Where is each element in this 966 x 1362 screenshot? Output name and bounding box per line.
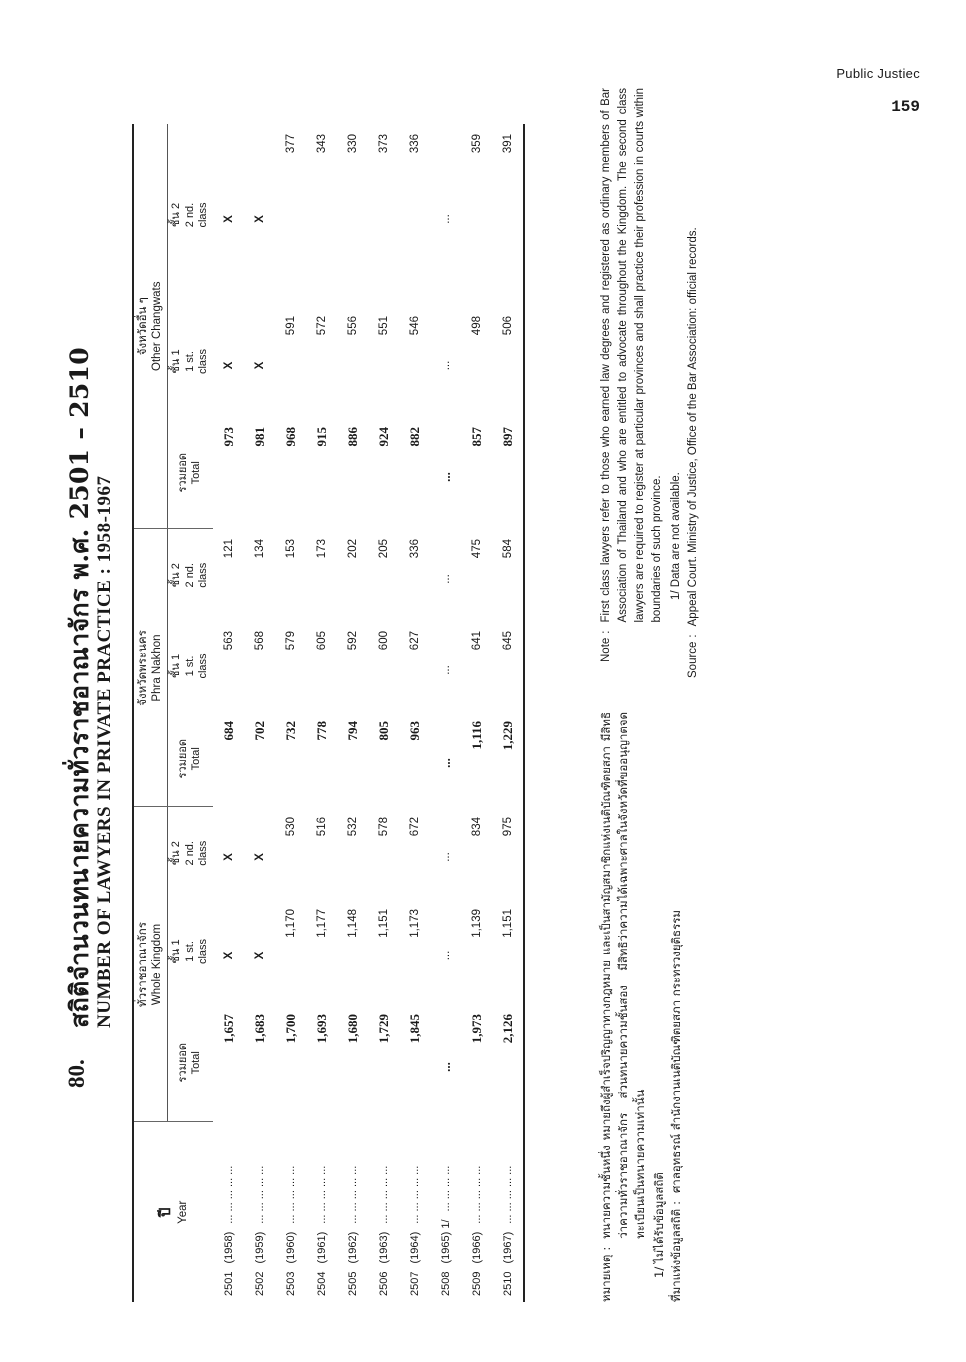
subhead-second-class-word: class	[197, 840, 210, 866]
group-phra-nakhon-en: Phra Nakhon	[151, 634, 164, 702]
table-row	[399, 124, 430, 1302]
subhead-total-thai: รวมยอด	[176, 1042, 189, 1083]
phra-nakhon-second-class-cell: ...	[439, 574, 452, 584]
subhead-first-thai: ชั้น 1	[169, 939, 182, 964]
year-ad: (1959)	[253, 1231, 266, 1264]
phra-nakhon-second-class-cell: 202	[346, 539, 359, 559]
other-changwats-second-class-cell: 330	[346, 133, 359, 154]
footnote-en: 1/ Data are not available.	[670, 472, 682, 600]
leader-dots: ... ... ... ... ...	[377, 1165, 390, 1224]
year-be: 2501	[222, 1271, 235, 1296]
year-cell	[306, 1122, 337, 1302]
group-phra-nakhon-thai: จังหวัดพระนคร	[137, 630, 149, 706]
subhead-total-thai: รวมยอด	[176, 452, 189, 493]
source-thai-text: ศาลอุทธรณ์ สำนักงานเนติบัณฑิตยสภา กระทรวงยุติธรรม	[669, 909, 683, 1194]
other-changwats-second-class-cell: 373	[377, 133, 390, 154]
table-row	[275, 124, 306, 1302]
whole-kingdom-first-class-cell: 1,151	[377, 909, 390, 938]
phra-nakhon-total-cell: 684	[220, 721, 236, 741]
phra-nakhon-first-class-cell: 645	[492, 621, 524, 711]
table-row	[244, 124, 275, 1302]
phra-nakhon-first-class-cell: 605	[315, 631, 328, 651]
group-phra-nakhon	[133, 529, 167, 807]
phra-nakhon-total-cell: 794	[344, 721, 360, 741]
other-changwats-second-class-cell: X	[253, 215, 266, 223]
footnote-thai: 1/ ไม่ได้รับข้อมูลสถิติ	[652, 1172, 666, 1278]
source-thai-label: ที่มาแห่งข้อมูลสถิติ	[669, 1208, 683, 1302]
leader-dots: ... ... ... ... ...	[346, 1165, 359, 1224]
phra-nakhon-first-class-cell: ...	[439, 665, 452, 675]
other-changwats-second-class-cell: 377	[284, 133, 297, 154]
year-ad: (1967)	[501, 1231, 514, 1264]
other-changwats-second-class-cell: ...	[439, 214, 452, 224]
note-en-label: Note	[600, 637, 612, 662]
subhead-first-class	[167, 306, 213, 417]
other-changwats-first-class-cell: X	[222, 361, 235, 370]
subhead-total-en: Total	[190, 461, 203, 485]
year-cell	[492, 1122, 524, 1302]
whole-kingdom-second-class-cell: 578	[377, 817, 390, 837]
other-changwats-total-cell: 915	[313, 427, 329, 447]
table-row	[306, 124, 337, 1302]
subhead-second-en: 2 nd.	[183, 202, 196, 228]
phra-nakhon-second-class-cell: 205	[377, 539, 390, 559]
subhead-first-class-word: class	[197, 653, 210, 679]
table-row	[213, 124, 244, 1302]
whole-kingdom-second-class-cell: 530	[284, 817, 297, 837]
other-changwats-total-cell: 857	[468, 427, 484, 447]
note-thai-text: ทนายความชั้นหนึ่ง หมายถึงผู้สำเร็จปริญญาทางกฎหมาย และเป็นสามัญสมาชิกแห่งเนติบัณฑิตยสภา มีสิทธิว่าความทั่วราชอาณาจักร ส่วนทนายความชั้นสอง มีสิทธิว่าความได้เฉพาะศาลในจังหวัดที่ขออนุญาตจดทะเบียนเป็นทนายความเท่านั้น	[599, 712, 647, 1239]
table-body	[213, 124, 524, 1302]
table-row	[368, 124, 399, 1302]
whole-kingdom-total-cell: 1,693	[313, 1014, 329, 1044]
phra-nakhon-second-class-cell: 121	[222, 539, 235, 559]
subhead-first-en: 1 st.	[183, 941, 196, 962]
source-thai-row: ที่มาแห่งข้อมูลสถิติ : ศาลอุทธรณ์ สำนักงานเนติบัณฑิตยสภา กระทรวงยุติธรรม	[668, 712, 685, 1302]
subhead-second-class	[167, 807, 213, 899]
whole-kingdom-total-cell: 1,973	[468, 1014, 484, 1044]
other-changwats-total-cell: ...	[437, 472, 453, 482]
subhead-second-thai: ชั้น 2	[169, 563, 182, 588]
other-changwats-first-class-cell: 551	[377, 316, 390, 336]
phra-nakhon-first-class-cell: 568	[253, 631, 266, 651]
year-ad: (1965) 1/	[439, 1219, 452, 1264]
phra-nakhon-first-class-cell: 627	[408, 631, 421, 651]
phra-nakhon-total-cell: 732	[282, 721, 298, 741]
year-cell	[213, 1122, 244, 1302]
other-changwats-total-cell: 897	[492, 417, 524, 529]
year-cell	[368, 1122, 399, 1302]
other-changwats-first-class-cell: ...	[439, 360, 452, 371]
whole-kingdom-total-cell: 1,657	[220, 1014, 236, 1044]
lawyers-table-container	[132, 124, 525, 1302]
other-changwats-first-class-cell: 572	[315, 316, 328, 336]
other-changwats-second-class-cell: 359	[470, 133, 483, 154]
phra-nakhon-first-class-cell: 579	[284, 631, 297, 651]
subhead-first-en: 1 st.	[183, 351, 196, 372]
source-en-label: Source	[687, 641, 699, 678]
phra-nakhon-first-class-cell: 592	[346, 631, 359, 651]
year-be: 2505	[346, 1271, 359, 1296]
phra-nakhon-total-cell: 702	[251, 721, 267, 741]
whole-kingdom-second-class-cell: 672	[408, 817, 421, 837]
whole-kingdom-total-cell: 1,700	[282, 1014, 298, 1044]
year-ad: (1964)	[408, 1231, 421, 1264]
other-changwats-total-cell: 924	[375, 427, 391, 447]
year-ad: (1963)	[377, 1231, 390, 1264]
year-be: 2508	[439, 1271, 452, 1296]
subhead-second-thai: ชั้น 2	[169, 202, 182, 228]
whole-kingdom-second-class-cell: 532	[346, 817, 359, 837]
other-changwats-first-class-cell: 506	[492, 306, 524, 417]
whole-kingdom-first-class-cell: ...	[439, 950, 452, 961]
subhead-total	[167, 1004, 213, 1122]
subhead-first-class-word: class	[197, 938, 210, 965]
whole-kingdom-first-class-cell: X	[253, 951, 266, 960]
page-number: 159	[891, 98, 920, 116]
phra-nakhon-first-class-cell: 563	[222, 631, 235, 651]
year-be: 2510	[501, 1271, 514, 1296]
group-whole-kingdom-en: Whole Kingdom	[151, 923, 164, 1006]
whole-kingdom-first-class-cell: 1,139	[470, 909, 483, 938]
note-thai-row: หมายเหตุ : ทนายความชั้นหนึ่ง หมายถึงผู้สำเร็จปริญญาทางกฎหมาย และเป็นสามัญสมาชิกแห่งเนติบัณฑิตยสภา มีสิทธิว่าความทั่วราชอาณาจักร ส่วนทนายความชั้นสอง มีสิทธิว่าความได้เฉพาะศาลในจังหวัดที่ขออนุญาตจดทะเบียนเป็นทนายความเท่านั้น	[599, 712, 647, 1302]
year-header	[133, 1122, 213, 1302]
whole-kingdom-total-cell: 1,683	[251, 1014, 267, 1044]
phra-nakhon-total-cell: 963	[406, 721, 422, 741]
whole-kingdom-first-class-cell: 1,148	[346, 909, 359, 938]
other-changwats-first-class-cell: 546	[408, 316, 421, 336]
subhead-second-en: 2 nd.	[183, 841, 196, 866]
whole-kingdom-total-cell: 2,126	[492, 1004, 524, 1122]
subhead-second-class-word: class	[197, 202, 210, 228]
table-row	[430, 124, 461, 1302]
year-ad: (1960)	[284, 1231, 297, 1264]
title-english: NUMBER OF LAWYERS IN PRIVATE PRACTICE : 1958-1967	[94, 475, 115, 1028]
other-changwats-second-class-cell: 343	[315, 133, 328, 154]
note-en-text: First class lawyers refer to those who earned law degrees and registered as ordinary members of Bar Association of Thailand and who are entitled to advocate throughout the Kingdom. The second class lawyers are required to register at particular provinces and shall practice their profession in courts within boundaries of such province.	[600, 88, 663, 623]
year-be: 2503	[284, 1271, 297, 1296]
phra-nakhon-first-class-cell: 600	[377, 631, 390, 651]
phra-nakhon-second-class-cell: 173	[315, 539, 328, 559]
phra-nakhon-total-cell: ...	[437, 758, 453, 768]
other-changwats-total-cell: 973	[220, 427, 236, 447]
group-other-changwats-en: Other Changwats	[151, 281, 164, 371]
leader-dots: ... ... ... ... ...	[315, 1165, 328, 1224]
subhead-total-en: Total	[190, 1051, 203, 1075]
subhead-second-class	[167, 529, 213, 621]
other-changwats-first-class-cell: 556	[346, 316, 359, 336]
whole-kingdom-total-cell: 1,729	[375, 1014, 391, 1044]
leader-dots: ... ... ... ... ...	[284, 1165, 297, 1224]
subhead-first-thai: ชั้น 1	[169, 653, 182, 679]
phra-nakhon-second-class-cell: 336	[408, 539, 421, 559]
title-thai: สถิติจำนวนทนายความทั่วราชอาณาจักร พ.ศ. 2501 – 2510	[65, 347, 94, 1028]
table-row	[461, 124, 492, 1302]
leader-dots: ... ... ... ... ...	[222, 1165, 235, 1224]
phra-nakhon-total-cell: 778	[313, 721, 329, 741]
rotated-table-page	[40, 80, 910, 1320]
notes-thai	[598, 712, 685, 1302]
year-cell	[399, 1122, 430, 1302]
year-be: 2506	[377, 1271, 390, 1296]
table-number: 80.	[64, 1059, 89, 1088]
phra-nakhon-total-cell: 1,116	[468, 721, 484, 750]
group-other-changwats	[133, 124, 167, 529]
year-cell	[430, 1122, 461, 1302]
leader-dots: ... ... ... ... ...	[408, 1165, 421, 1224]
year-header-thai: ปี	[156, 1207, 174, 1218]
subhead-total	[167, 711, 213, 807]
group-whole-kingdom	[133, 807, 167, 1122]
table-row	[337, 124, 368, 1302]
whole-kingdom-second-class-cell: X	[253, 853, 266, 861]
subhead-first-thai: ชั้น 1	[169, 349, 182, 374]
other-changwats-total-cell: 882	[406, 427, 422, 447]
year-ad: (1966)	[470, 1231, 483, 1264]
whole-kingdom-total-cell: ...	[437, 1062, 453, 1072]
whole-kingdom-total-cell: 1,845	[406, 1014, 422, 1044]
year-ad: (1961)	[315, 1231, 328, 1264]
source-en-text: Appeal Court. Ministry of Justice, Office of the Bar Association: official records.	[687, 227, 699, 627]
other-changwats-second-class-cell: X	[222, 215, 235, 223]
whole-kingdom-second-class-cell: ...	[439, 852, 452, 862]
note-en-row: Note : First class lawyers refer to those who earned law degrees and registered as ordinary members of Bar Association of Thailand and who are entitled to advocate throughout the Kingdom. The second class lawyers are required to register at particular provinces and shall practice their profession in courts within boundaries of such province.	[598, 88, 666, 708]
subhead-total	[167, 417, 213, 529]
other-changwats-total-cell: 981	[251, 427, 267, 447]
group-whole-kingdom-thai: ทั่วราชอาณาจักร	[137, 922, 149, 1007]
group-other-changwats-thai: จังหวัดอื่น ๆ	[137, 297, 149, 356]
other-changwats-first-class-cell: 498	[470, 316, 483, 336]
other-changwats-first-class-cell: X	[253, 361, 266, 370]
section-name: Public Justiec	[836, 66, 920, 81]
subhead-total-en: Total	[190, 747, 203, 771]
subhead-first-class	[167, 621, 213, 711]
subhead-second-class-word: class	[197, 562, 210, 588]
other-changwats-second-class-cell: 391	[492, 124, 524, 306]
year-ad: (1958)	[222, 1231, 235, 1264]
phra-nakhon-total-cell: 1,229	[492, 711, 524, 807]
leader-dots: ... ... ... ... ...	[501, 1165, 514, 1224]
year-be: 2504	[315, 1271, 328, 1296]
whole-kingdom-second-class-cell: X	[222, 853, 235, 861]
year-cell	[244, 1122, 275, 1302]
subhead-first-class-word: class	[197, 348, 210, 375]
year-be: 2509	[470, 1271, 483, 1296]
whole-kingdom-first-class-cell: 1,151	[492, 899, 524, 1004]
year-cell	[275, 1122, 306, 1302]
leader-dots: ... ... ... ... ...	[470, 1165, 483, 1224]
source-en-row: Source : Appeal Court. Ministry of Justice, Office of the Bar Association: official records.	[685, 88, 702, 708]
year-ad: (1962)	[346, 1231, 359, 1264]
other-changwats-total-cell: 968	[282, 427, 298, 447]
whole-kingdom-total-cell: 1,680	[344, 1014, 360, 1044]
other-changwats-first-class-cell: 591	[284, 316, 297, 336]
leader-dots: ... ... ... ... ...	[253, 1165, 266, 1224]
table-row	[492, 124, 524, 1302]
whole-kingdom-first-class-cell: 1,177	[315, 909, 328, 938]
leader-dots: ... ... ... ...	[439, 1165, 452, 1212]
whole-kingdom-first-class-cell: X	[222, 951, 235, 960]
note-thai-label: หมายเหตุ	[599, 1254, 613, 1302]
other-changwats-second-class-cell: 336	[408, 133, 421, 154]
subhead-total-thai: รวมยอด	[176, 738, 189, 779]
year-header-en: Year	[176, 1200, 189, 1224]
other-changwats-total-cell: 886	[344, 427, 360, 447]
whole-kingdom-second-class-cell: 975	[492, 807, 524, 899]
year-cell	[461, 1122, 492, 1302]
subhead-first-class	[167, 899, 213, 1004]
subhead-second-thai: ชั้น 2	[169, 841, 182, 866]
phra-nakhon-second-class-cell: 134	[253, 539, 266, 559]
phra-nakhon-second-class-cell: 153	[284, 539, 297, 559]
whole-kingdom-second-class-cell: 516	[315, 817, 328, 837]
phra-nakhon-total-cell: 805	[375, 721, 391, 741]
phra-nakhon-second-class-cell: 475	[470, 539, 483, 559]
year-be: 2507	[408, 1271, 421, 1296]
whole-kingdom-first-class-cell: 1,173	[408, 909, 421, 938]
notes-english	[598, 88, 702, 708]
subhead-second-class	[167, 124, 213, 306]
year-be: 2502	[253, 1271, 266, 1296]
lawyers-table	[132, 124, 525, 1302]
subhead-second-en: 2 nd.	[183, 563, 196, 588]
whole-kingdom-first-class-cell: 1,170	[284, 909, 297, 938]
whole-kingdom-second-class-cell: 834	[470, 817, 483, 837]
subhead-first-en: 1 st.	[183, 655, 196, 677]
phra-nakhon-first-class-cell: 641	[470, 631, 483, 651]
year-cell	[337, 1122, 368, 1302]
phra-nakhon-second-class-cell: 584	[492, 529, 524, 621]
